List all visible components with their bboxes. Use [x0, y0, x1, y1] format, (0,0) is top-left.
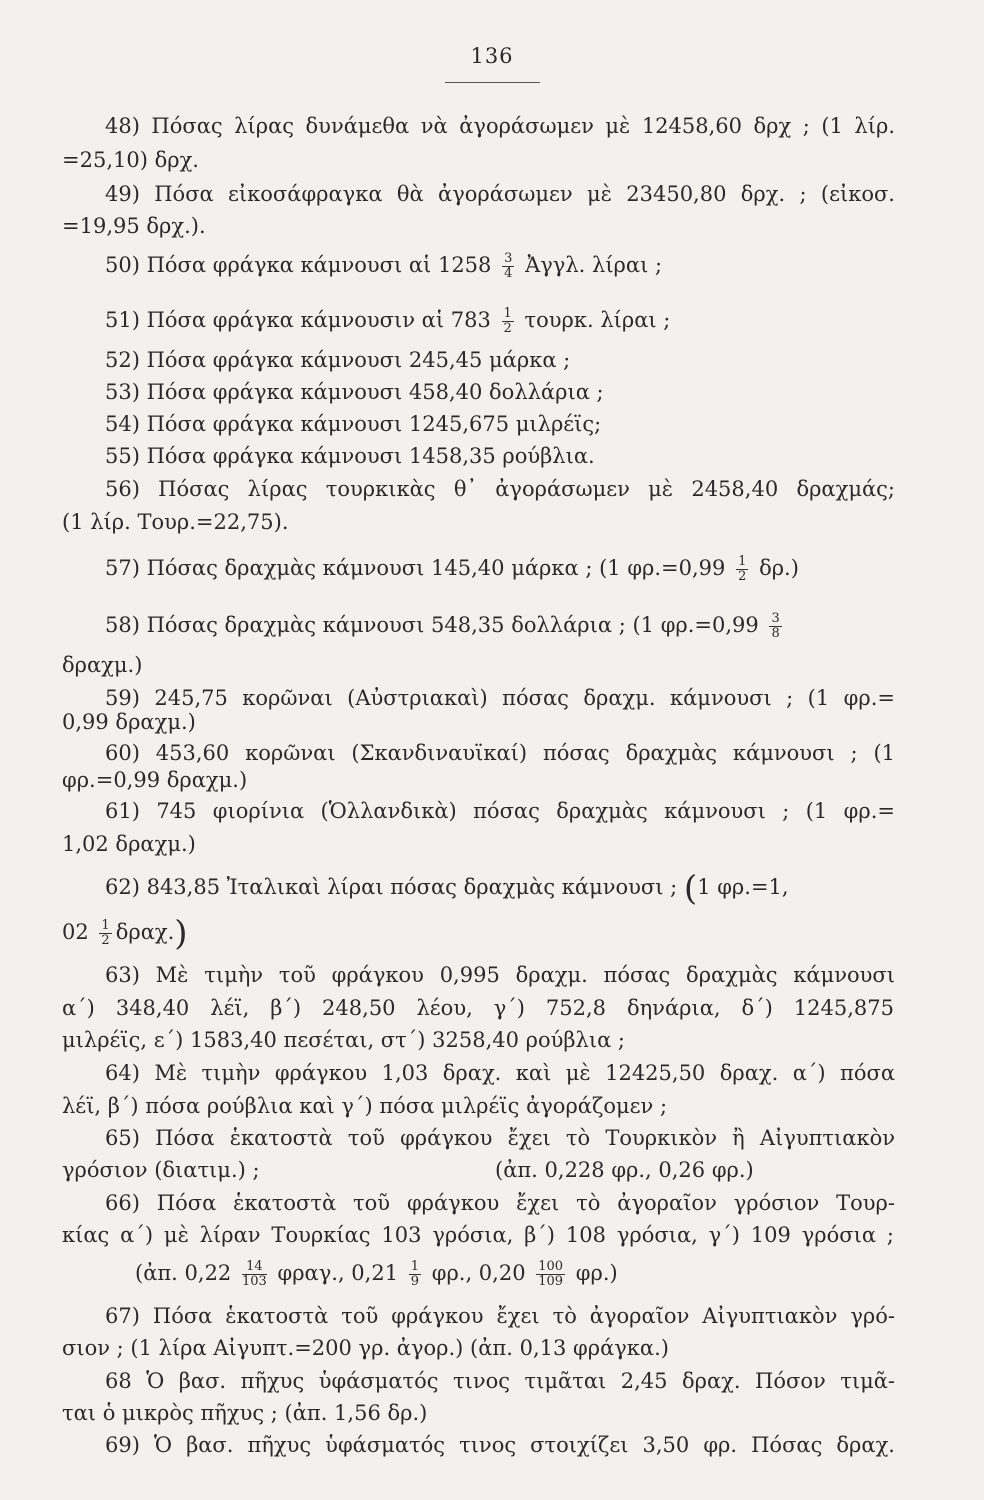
exercise-58-line-2: δραχμ.)	[62, 653, 143, 677]
exercise-56-line-1: 56) Πόσας λίρας τουρκικὰς θ᾽ ἀγοράσωμεν μὲ 2458,40 δραχμάς;	[105, 477, 895, 501]
answer-text: φρ., 0,20	[431, 1261, 526, 1285]
exercise-64-line-2: λέϊ, β΄) πόσα ρούβλια καὶ γ΄) πόσα μιλρέϊς ἀγοράζομεν ;	[62, 1094, 668, 1118]
answer-text: φρ.)	[575, 1261, 618, 1285]
exercise-68-line-2: ται ὁ μικρὸς πῆχυς ; (ἀπ. 1,56 δρ.)	[62, 1401, 428, 1425]
exercise-59-line-2: 0,99 δραχμ.)	[62, 710, 196, 734]
exercise-66-answer	[135, 1258, 925, 1289]
exercise-60-line-1: 60) 453,60 κορῶναι (Σκανδιναυϊκαί) πόσας δραχμὰς κάμνουσι ; (1	[105, 741, 895, 765]
exercise-62-line-2	[62, 913, 852, 954]
exercise-59-line-1: 59) 245,75 κορῶναι (Αὐστριακαὶ) πόσας δραχμ. κάμνουσι ; (1 φρ.=	[105, 686, 895, 710]
exercise-62-unit: δραχ.	[115, 920, 175, 944]
exercise-57	[105, 553, 895, 584]
exercise-61-line-1: 61) 745 φιορίνια (Ὁλλανδικὰ) πόσας δραχμὰς κάμνουσι ; (1 φρ.=	[105, 799, 895, 823]
exercise-51-text: 51) Πόσα φράγκα κάμνουσιν αἱ 783	[105, 308, 491, 332]
answer-text: φραγ., 0,21	[277, 1261, 399, 1285]
fraction: $\frac{1}{2}$	[101, 918, 110, 948]
exercise-54: 54) Πόσα φράγκα κάμνουσι 1245,675 μιλρέϊς;	[105, 412, 602, 436]
fraction: $\frac{3}{8}$	[771, 611, 780, 641]
fraction: $\frac{1}{2}$	[503, 306, 512, 336]
exercise-52: 52) Πόσα φράγκα κάμνουσι 245,45 μάρκα ;	[105, 348, 571, 372]
exercise-48-line-1: 48) Πόσας λίρας δυνάμεθα νὰ ἀγοράσωμεν μὲ 12458,60 δρχ ; (1 λίρ.	[105, 114, 895, 138]
exercise-49-line-2: =19,95 δρχ.).	[62, 214, 206, 238]
page-number: 136	[470, 44, 514, 68]
exercise-67-line-1: 67) Πόσα ἑκατοστὰ τοῦ φράγκου ἔχει τὸ ἀγοραῖον Αἰγυπτιακὸν γρό-	[105, 1304, 895, 1328]
exercise-65-line-1: 65) Πόσα ἑκατοστὰ τοῦ φράγκου ἔχει τὸ Τουρκικὸν ἢ Αἰγυπτιακὸν	[105, 1126, 895, 1150]
exercise-60-line-2: φρ.=0,99 δραχμ.)	[62, 768, 248, 792]
answer-text: (ἀπ. 0,22	[135, 1261, 232, 1285]
exercise-51	[105, 305, 895, 336]
fraction: $\frac{100}{109}$	[538, 1259, 564, 1289]
exercise-69-line-1: 69) Ὁ βασ. πῆχυς ὑφάσματός τινος στοιχίζει 3,50 φρ. Πόσας δραχ.	[105, 1433, 895, 1457]
exercise-57-text: 57) Πόσας δραχμὰς κάμνουσι 145,40 μάρκα ; (1 φρ.=0,99	[105, 556, 726, 580]
exercise-58-text: 58) Πόσας δραχμὰς κάμνουσι 548,35 δολλάρια ; (1 φρ.=0,99	[105, 613, 759, 637]
exercise-50-text-end: Ἀγγλ. λίραι ;	[525, 253, 663, 277]
exercise-55: 55) Πόσα φράγκα κάμνουσι 1458,35 ρούβλια.	[105, 444, 595, 468]
exercise-65-line-2: γρόσιον (διατιμ.) ;	[62, 1158, 260, 1182]
exercise-66-line-2: κίας α΄) μὲ λίραν Τουρκίας 103 γρόσια, β΄) 108 γρόσια, γ΄) 109 γρόσια ;	[62, 1223, 894, 1247]
fraction: $\frac{14}{103}$	[241, 1259, 267, 1289]
exercise-57-text-end: δρ.)	[759, 556, 799, 580]
fraction: $\frac{3}{4}$	[504, 251, 513, 281]
exercise-63-line-3: μιλρέϊς, ε΄) 1583,40 πεσέται, στ΄) 3258,40 ρούβλια ;	[62, 1028, 626, 1052]
exercise-53: 53) Πόσα φράγκα κάμνουσι 458,40 δολλάρια ;	[105, 380, 604, 404]
exercise-62-text: 62) 843,85 Ἰταλικαὶ λίραι πόσας δραχμὰς κάμνουσι ;	[105, 875, 678, 899]
exercise-67-line-2: σιον ; (1 λίρα Αἰγυπτ.=200 γρ. ἀγορ.) (ἀπ. 0,13 φράγκα.)	[62, 1336, 669, 1360]
exercise-56-line-2: (1 λίρ. Τουρ.=22,75).	[62, 510, 289, 534]
exercise-51-text-end: τουρκ. λίραι ;	[524, 308, 671, 332]
fraction: $\frac{1}{9}$	[410, 1259, 420, 1289]
page-number-underline	[445, 82, 540, 83]
fraction: $\frac{1}{2}$	[738, 554, 747, 584]
exercise-50-text: 50) Πόσα φράγκα κάμνουσι αἱ 1258	[105, 253, 492, 277]
exercise-62-cont: 02	[62, 920, 89, 944]
exercise-66-line-1: 66) Πόσα ἑκατοστὰ τοῦ φράγκου ἔχει τὸ ἀγοραῖον γρόσιον Τουρ-	[105, 1191, 895, 1215]
exercise-65-answer: (ἀπ. 0,228 φρ., 0,26 φρ.)	[495, 1158, 754, 1182]
exercise-62-rate: 1 φρ.=1,	[697, 875, 789, 899]
exercise-64-line-1: 64) Μὲ τιμὴν φράγκου 1,03 δραχ. καὶ μὲ 12425,50 δραχ. α΄) πόσα	[105, 1061, 895, 1085]
exercise-61-line-2: 1,02 δραχμ.)	[62, 832, 196, 856]
exercise-68-line-1: 68 Ὁ βασ. πῆχυς ὑφάσματός τινος τιμᾶται 2,45 δραχ. Πόσον τιμᾶ-	[105, 1369, 895, 1393]
exercise-58	[105, 610, 895, 641]
exercise-63-line-1: 63) Μὲ τιμὴν τοῦ φράγκου 0,995 δραχμ. πόσας δραχμὰς κάμνουσι	[105, 963, 895, 987]
close-paren: )	[174, 913, 188, 954]
exercise-63-line-2: α΄) 348,40 λέϊ, β΄) 248,50 λέου, γ΄) 752,8 δηνάρια, δ΄) 1245,875	[62, 996, 894, 1020]
exercise-62-line-1	[105, 868, 895, 909]
exercise-50	[105, 250, 895, 281]
exercise-48-line-2: =25,10) δρχ.	[62, 148, 199, 172]
open-paren: (	[683, 868, 698, 909]
exercise-49-line-1: 49) Πόσα εἰκοσάφραγκα θὰ ἀγοράσωμεν μὲ 23450,80 δρχ. ; (εἰκοσ.	[105, 182, 895, 206]
